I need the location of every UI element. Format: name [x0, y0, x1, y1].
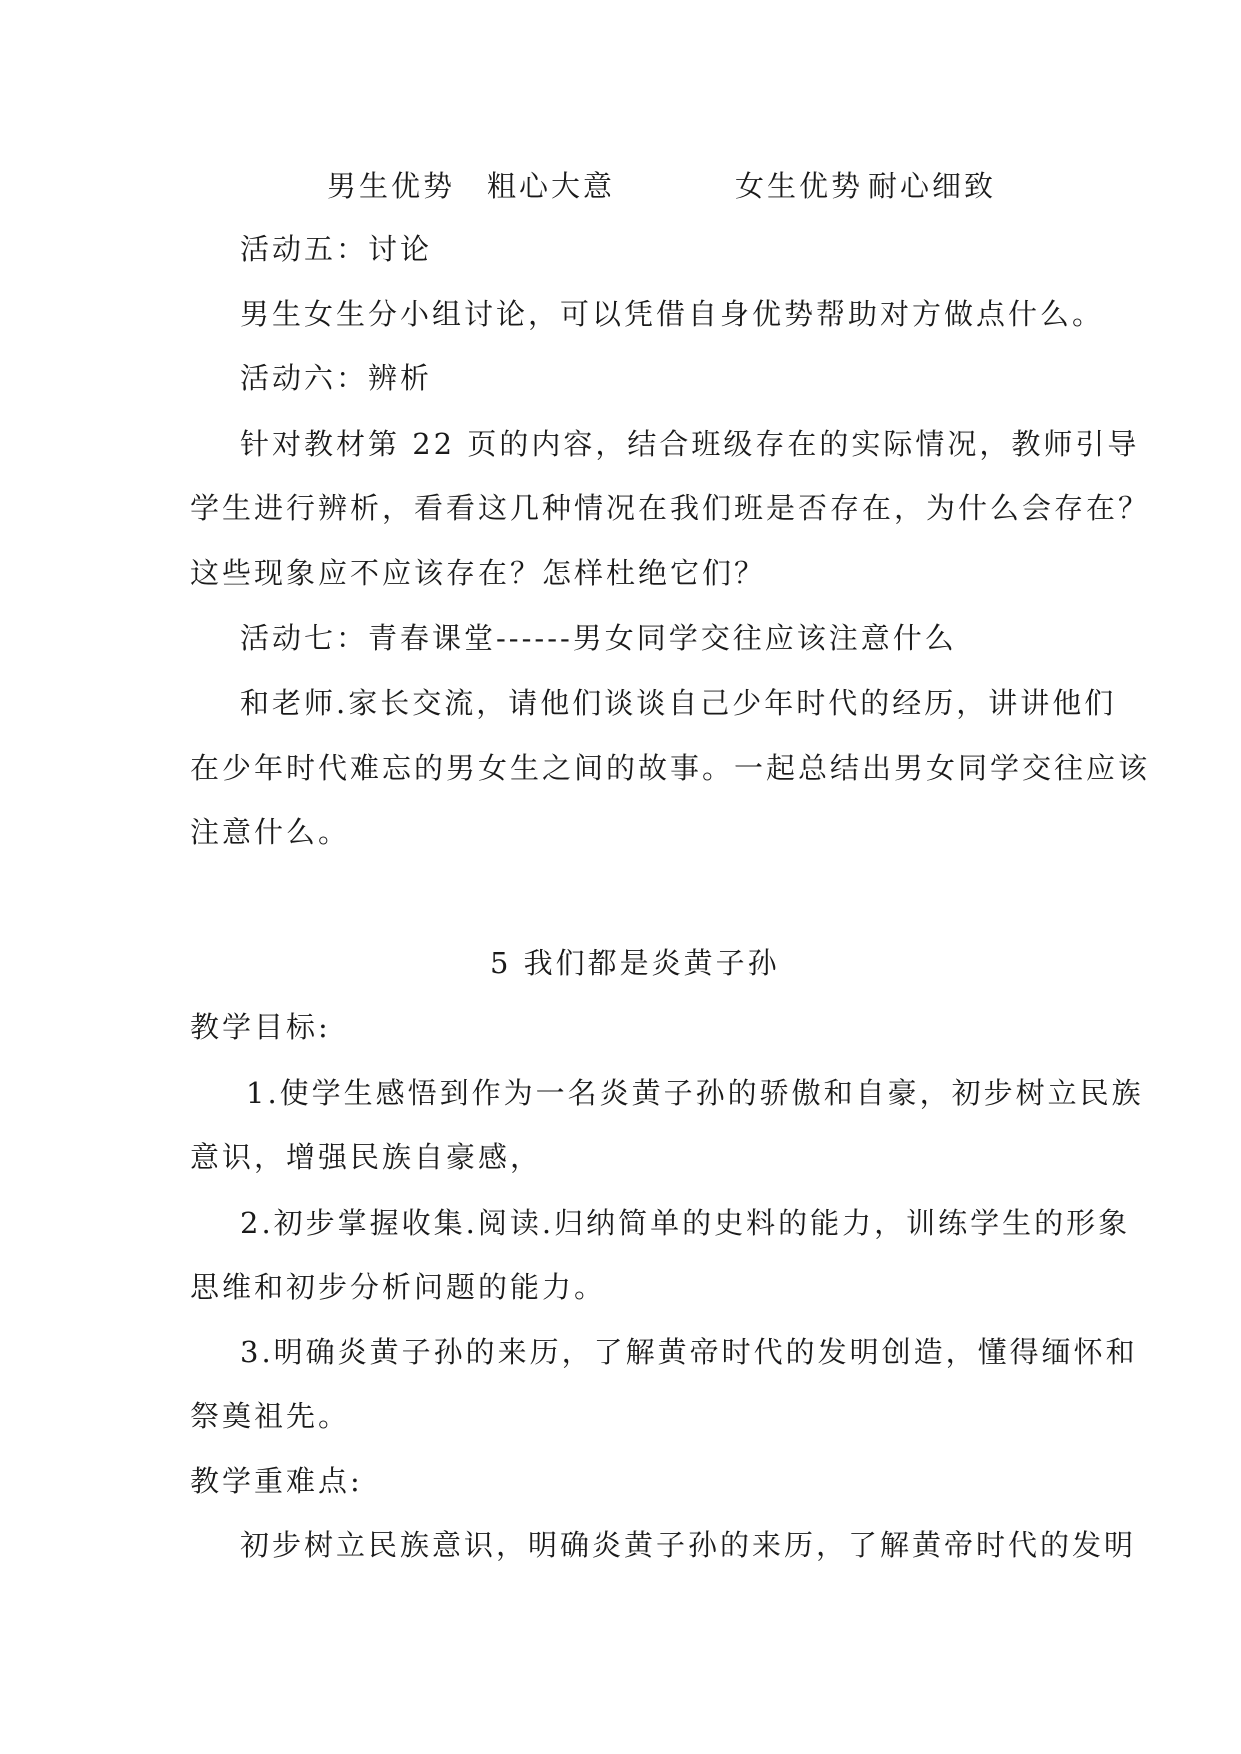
objective-line: 思维和初步分析问题的能力。: [190, 1270, 607, 1304]
objective-line: 祭奠祖先。: [190, 1399, 351, 1433]
objective-line: 3.明确炎黄子孙的来历，了解黄帝时代的发明创造，懂得缅怀和: [240, 1335, 1138, 1369]
objectives-heading: 教学目标:: [190, 1010, 331, 1044]
objective-line: 意识，增强民族自豪感，: [190, 1140, 543, 1174]
activity5-body: 男生女生分小组讨论，可以凭借自身优势帮助对方做点什么。: [240, 297, 1105, 331]
activity6-body-line: 这些现象应不应该存在？怎样杜绝它们？: [190, 556, 767, 590]
objective-line: 2.初步掌握收集.阅读.归纳简单的史料的能力，训练学生的形象: [240, 1206, 1131, 1240]
lesson-title: 5 我们都是炎黄子孙: [490, 946, 780, 980]
key-points-line: 初步树立民族意识，明确炎黄子孙的来历，了解黄帝时代的发明: [240, 1528, 1137, 1562]
activity7-body-line: 注意什么。: [190, 815, 351, 849]
activity7-heading: 活动七：青春课堂------男女同学交往应该注意什么: [240, 621, 957, 655]
activity6-body-line: 学生进行辨析，看看这几种情况在我们班是否存在，为什么会存在？: [190, 491, 1151, 525]
girls-advantage-label: 女生优势: [735, 169, 864, 203]
activity6-body-line: 针对教材第 22 页的内容，结合班级存在的实际情况，教师引导: [240, 427, 1140, 461]
boys-trait: 粗心大意: [487, 169, 616, 203]
activity5-heading: 活动五：讨论: [240, 232, 433, 266]
objective-line: 1.使学生感悟到作为一名炎黄子孙的骄傲和自豪，初步树立民族: [246, 1076, 1144, 1110]
boys-advantage-label: 男生优势: [327, 169, 456, 203]
activity7-body-line: 在少年时代难忘的男女生之间的故事。一起总结出男女同学交往应该: [190, 751, 1151, 785]
activity7-body-line: 和老师.家长交流，请他们谈谈自己少年时代的经历，讲讲他们: [240, 686, 1117, 720]
girls-trait: 耐心细致: [868, 169, 997, 203]
key-points-heading: 教学重难点:: [190, 1464, 363, 1498]
activity6-heading: 活动六：辨析: [240, 361, 433, 395]
